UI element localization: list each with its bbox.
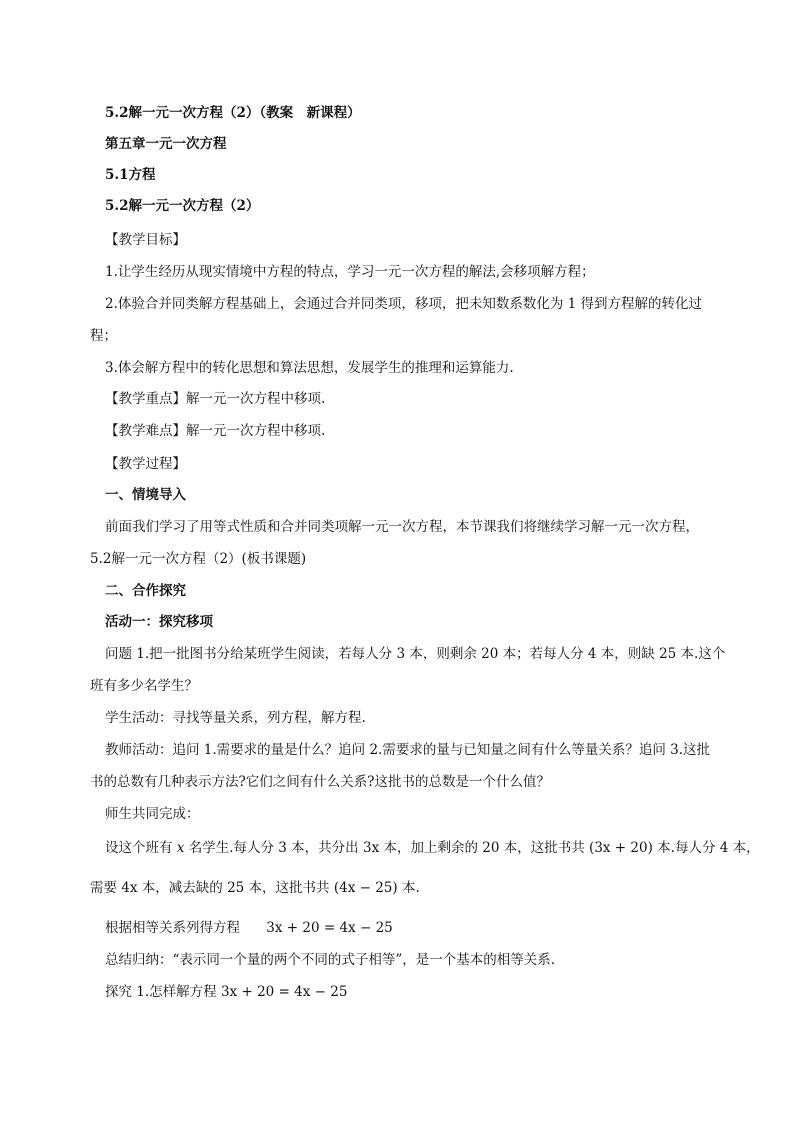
teacher-activity-line2: 书的总数有几种表示方法?它们之间有什么关系?这批书的总数是一个什么值？ — [90, 774, 550, 790]
explore1-label: 探究 1.怎样解方程 — [105, 984, 217, 1000]
section-heading-5-1: 5.1方程 — [105, 167, 156, 183]
part2-heading: 二、合作探究 — [105, 583, 186, 599]
setup-text-6: 本，减去缺的 25 本，这批书共 — [141, 880, 330, 896]
student-activity: 学生活动：寻找等量关系，列方程，解方程. — [105, 710, 366, 726]
setup-text-5: 需要 — [90, 880, 117, 896]
equation-label: 根据相等关系列得方程 — [105, 920, 240, 936]
goal-2-line2: 程； — [90, 328, 117, 344]
goal-1: 1.让学生经历从现实情境中方程的特点，学习一元一次方程的解法,会移项解方程； — [105, 264, 595, 280]
expr-3x: 3x — [362, 840, 380, 856]
equation: 3x + 20 = 4x − 25 — [266, 920, 393, 936]
setup-line1 — [105, 838, 760, 858]
explore1-line — [105, 982, 347, 1002]
part1-heading: 一、情境导入 — [105, 487, 186, 503]
setup-text-1: 设这个班有 — [105, 840, 173, 856]
expr-4x-minus-25: (4x − 25) — [333, 880, 398, 896]
section-heading-5-2: 5.2解一元一次方程（2） — [105, 198, 260, 214]
activity1-heading: 活动一：探究移项 — [105, 614, 213, 630]
together-label: 师生共同完成： — [105, 806, 200, 822]
difficulty: 【教学难点】解一元一次方程中移项. — [105, 423, 326, 439]
goal-3: 3.体会解方程中的转化思想和算法思想，发展学生的推理和运算能力. — [105, 360, 514, 376]
doc-title: 5.2解一元一次方程（2）（教案 新课程） — [105, 105, 361, 121]
setup-text-7: 本. — [401, 880, 420, 896]
variable-x: x — [176, 840, 185, 856]
explore1-equation: 3x + 20 = 4x − 25 — [220, 984, 348, 1000]
summary: 总结归纳：“表示同一个量的两个不同的式子相等”，是一个基本的相等关系. — [105, 952, 556, 968]
goals-heading: 【教学目标】 — [105, 232, 186, 248]
process-heading: 【教学过程】 — [105, 456, 186, 472]
key-point: 【教学重点】解一元一次方程中移项. — [105, 391, 326, 407]
expr-3x-plus-20: (3x + 20) — [589, 840, 653, 856]
part1-text-line2: 5.2解一元一次方程（2）(板书课题) — [90, 551, 307, 567]
teacher-activity-line1: 教师活动：追问 1.需要求的量是什么？追问 2.需要求的量与已知量之间有什么等量关系？追问 3.这批 — [105, 742, 711, 758]
setup-text-3: 本，加上剩余的 20 本，这批书共 — [383, 840, 585, 856]
part1-text-line1: 前面我们学习了用等式性质和合并同类项解一元一次方程，本节课我们将继续学习解一元一次方程， — [105, 519, 699, 535]
question1-line1: 问题 1.把一批图书分给某班学生阅读，若每人分 3 本，则剩余 20 本；若每人分 4 本，则缺 25 本.这个 — [105, 646, 726, 662]
goal-2-line1: 2.体验合并同类解方程基础上，会通过合并同类项，移项，把未知数系数化为 1 得到方程解的转化过 — [105, 296, 703, 312]
setup-text-4: 本.每人分 4 本， — [657, 840, 760, 856]
setup-line2 — [90, 878, 420, 898]
setup-text-2: 名学生.每人分 3 本，共分出 — [188, 840, 359, 856]
question1-line2: 班有多少名学生？ — [90, 678, 198, 694]
chapter-heading: 第五章一元一次方程 — [105, 136, 227, 152]
equation-line — [105, 918, 393, 938]
expr-4x: 4x — [121, 880, 138, 896]
